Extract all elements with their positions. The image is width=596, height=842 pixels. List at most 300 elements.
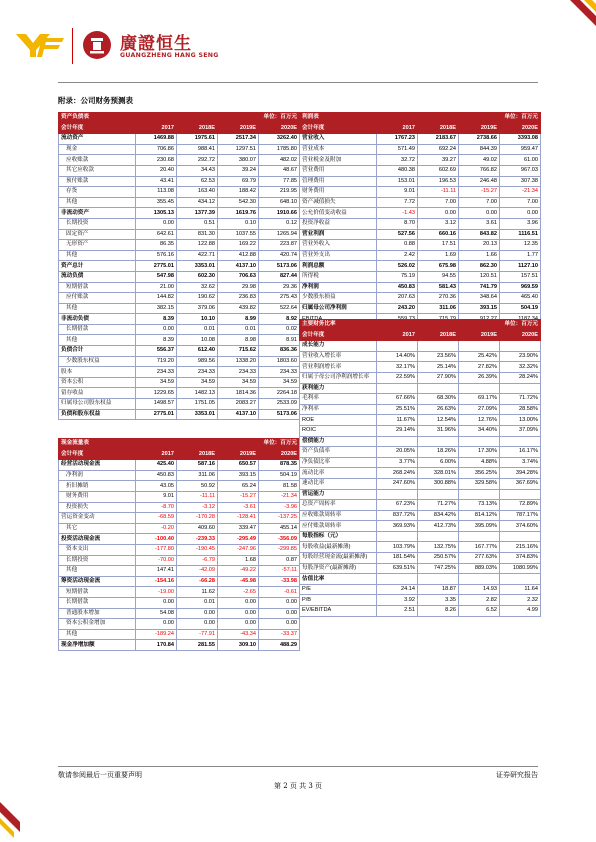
row-value: 157.51 bbox=[500, 271, 541, 282]
row-value: -295.49 bbox=[218, 534, 259, 545]
table-row bbox=[59, 566, 300, 577]
row-value bbox=[500, 383, 541, 394]
row-value: 281.55 bbox=[177, 640, 218, 651]
row-value: 236.83 bbox=[218, 293, 259, 304]
table-row bbox=[300, 425, 541, 436]
row-value: 0.01 bbox=[177, 597, 218, 608]
table-row bbox=[300, 574, 541, 585]
year-header: 2020E bbox=[500, 123, 541, 134]
row-value: 5173.06 bbox=[259, 409, 300, 420]
footer-rule bbox=[58, 766, 538, 767]
row-label: 管理费用 bbox=[300, 176, 377, 187]
row-label: 毛利率 bbox=[300, 394, 377, 405]
row-value: 190.62 bbox=[177, 293, 218, 304]
row-label: 速动比率 bbox=[300, 478, 377, 489]
row-label: 流动比率 bbox=[300, 468, 377, 479]
row-value: 0.00 bbox=[500, 208, 541, 219]
row-value: 48.67 bbox=[259, 165, 300, 176]
row-value bbox=[377, 574, 418, 585]
row-value: 8.92 bbox=[259, 314, 300, 325]
row-value: 120.51 bbox=[459, 271, 500, 282]
row-value: 2.32 bbox=[500, 595, 541, 606]
table-row bbox=[59, 629, 300, 640]
row-value: -19.00 bbox=[136, 587, 177, 598]
table-row bbox=[300, 134, 541, 145]
row-value: 409.60 bbox=[177, 523, 218, 534]
row-value: 5173.06 bbox=[259, 261, 300, 272]
row-value: 547.98 bbox=[136, 271, 177, 282]
row-value: 0.87 bbox=[259, 555, 300, 566]
row-label: 所得税 bbox=[300, 271, 377, 282]
table-row bbox=[59, 240, 300, 251]
row-value: 0.00 bbox=[177, 608, 218, 619]
row-label: ROE bbox=[300, 415, 377, 426]
row-value: 380.07 bbox=[218, 155, 259, 166]
row-value: 32.62 bbox=[177, 282, 218, 293]
row-label: 营运能力 bbox=[300, 489, 377, 500]
row-value: 27.82% bbox=[459, 362, 500, 373]
row-value: 527.56 bbox=[377, 229, 418, 240]
row-value: 581.43 bbox=[418, 282, 459, 293]
row-value: 648.10 bbox=[259, 197, 300, 208]
yuexiu-logo-icon bbox=[16, 32, 64, 58]
row-value: 11.64 bbox=[500, 584, 541, 595]
row-label: 资产总计 bbox=[59, 261, 136, 272]
row-value: 18.87 bbox=[418, 584, 459, 595]
row-label: 流动负债 bbox=[59, 271, 136, 282]
row-value: 0.00 bbox=[418, 208, 459, 219]
row-value: 348.64 bbox=[459, 293, 500, 304]
row-value: 1229.65 bbox=[136, 388, 177, 399]
row-value: 706.63 bbox=[218, 271, 259, 282]
row-value: -33.98 bbox=[259, 576, 300, 587]
row-value: -15.27 bbox=[218, 491, 259, 502]
row-value: 4137.10 bbox=[218, 261, 259, 272]
row-value: 889.03% bbox=[459, 563, 500, 574]
row-value: 367.69% bbox=[500, 478, 541, 489]
table-row bbox=[59, 597, 300, 608]
row-label: 长期借款 bbox=[59, 597, 136, 608]
table-row bbox=[300, 341, 541, 352]
table-row bbox=[59, 271, 300, 282]
row-label: 净负债比率 bbox=[300, 457, 377, 468]
row-value: 878.35 bbox=[259, 460, 300, 471]
row-value: 420.74 bbox=[259, 250, 300, 261]
row-value bbox=[418, 489, 459, 500]
table-row bbox=[300, 531, 541, 542]
row-value: 3.12 bbox=[418, 218, 459, 229]
row-label: 负债和股东权益 bbox=[59, 409, 136, 420]
row-value: 13.00% bbox=[500, 415, 541, 426]
table-row bbox=[300, 489, 541, 500]
row-value: 0.00 bbox=[136, 218, 177, 229]
row-value: 292.72 bbox=[177, 155, 218, 166]
row-value: 329.58% bbox=[459, 478, 500, 489]
row-label: 资本公积 bbox=[59, 377, 136, 388]
row-value: 556.37 bbox=[136, 346, 177, 357]
row-value bbox=[459, 436, 500, 447]
row-value: 25.14% bbox=[418, 362, 459, 373]
row-value bbox=[500, 531, 541, 542]
row-label: 短期借款 bbox=[59, 282, 136, 293]
row-value: 0.00 bbox=[136, 619, 177, 630]
row-value: 86.35 bbox=[136, 240, 177, 251]
row-value: -3.61 bbox=[218, 502, 259, 513]
row-value: 43.05 bbox=[136, 481, 177, 492]
row-label: 应收账款 bbox=[59, 155, 136, 166]
row-value: 522.64 bbox=[259, 303, 300, 314]
row-value: 169.22 bbox=[218, 240, 259, 251]
row-value: 465.40 bbox=[500, 293, 541, 304]
row-value: 73.13% bbox=[459, 500, 500, 511]
row-value: 50.92 bbox=[177, 481, 218, 492]
row-label: 归属母公司净利润 bbox=[300, 303, 377, 314]
row-label: 其他 bbox=[59, 566, 136, 577]
row-value: 969.59 bbox=[500, 282, 541, 293]
row-value: 22.59% bbox=[377, 372, 418, 383]
row-value: 3.92 bbox=[377, 595, 418, 606]
row-value: -177.80 bbox=[136, 544, 177, 555]
row-value: 2775.01 bbox=[136, 409, 177, 420]
row-value: 2.51 bbox=[377, 606, 418, 617]
row-value: 34.59 bbox=[177, 377, 218, 388]
row-label: 短期借款 bbox=[59, 587, 136, 598]
table-row bbox=[59, 144, 300, 155]
year-header: 2019E bbox=[459, 330, 500, 341]
year-header: 2019E bbox=[459, 123, 500, 134]
row-value: -68.59 bbox=[136, 513, 177, 524]
row-value: 602.69 bbox=[418, 165, 459, 176]
year-header: 2019E bbox=[218, 123, 259, 134]
row-value: 207.63 bbox=[377, 293, 418, 304]
row-value: -42.09 bbox=[177, 566, 218, 577]
row-label: 营业成本 bbox=[300, 144, 377, 155]
row-value: 8.70 bbox=[377, 218, 418, 229]
row-value: 23.90% bbox=[500, 351, 541, 362]
brand-name-cn: 廣證恒生 bbox=[120, 34, 192, 54]
table-title-row bbox=[59, 113, 300, 124]
row-label: 资产减值损失 bbox=[300, 197, 377, 208]
row-value: -49.22 bbox=[218, 566, 259, 577]
table-row bbox=[300, 372, 541, 383]
row-value: -239.33 bbox=[177, 534, 218, 545]
row-value: 163.40 bbox=[177, 187, 218, 198]
year-header: 2018E bbox=[418, 123, 459, 134]
row-value: -189.24 bbox=[136, 629, 177, 640]
table-row bbox=[59, 576, 300, 587]
row-label: 其他 bbox=[59, 303, 136, 314]
row-value: 39.27 bbox=[418, 155, 459, 166]
row-value: -154.16 bbox=[136, 576, 177, 587]
row-label: 预付账款 bbox=[59, 176, 136, 187]
corner-stripes-bottom-icon bbox=[0, 782, 24, 842]
logo-divider bbox=[72, 28, 73, 64]
row-value: 827.44 bbox=[259, 271, 300, 282]
row-value: 1975.61 bbox=[177, 134, 218, 145]
row-value: 34.40% bbox=[459, 425, 500, 436]
year-header-row bbox=[300, 330, 541, 341]
table-row bbox=[300, 606, 541, 617]
row-label: 每股收益(最新摊薄) bbox=[300, 542, 377, 553]
row-label: 营业利润 bbox=[300, 229, 377, 240]
table-row bbox=[59, 481, 300, 492]
row-value: -77.91 bbox=[177, 629, 218, 640]
row-label: 负债合计 bbox=[59, 346, 136, 357]
row-value: 311.06 bbox=[177, 470, 218, 481]
table-row bbox=[300, 500, 541, 511]
row-value: 715.62 bbox=[218, 346, 259, 357]
page-title: 附录：公司财务预测表 bbox=[58, 96, 133, 105]
row-value: 7.00 bbox=[418, 197, 459, 208]
year-header: 2020E bbox=[259, 123, 300, 134]
row-value: 153.01 bbox=[377, 176, 418, 187]
table-row bbox=[300, 351, 541, 362]
footer-disclaimer: 敬请参阅最后一页重要声明 bbox=[58, 771, 142, 779]
row-value: 814.12% bbox=[459, 510, 500, 521]
row-value: -45.98 bbox=[218, 576, 259, 587]
year-header-label: 会计年度 bbox=[59, 449, 136, 460]
row-label: 营业收入 bbox=[300, 134, 377, 145]
row-label: 每股经营现金流(最新摊薄) bbox=[300, 553, 377, 564]
year-header-label: 会计年度 bbox=[59, 123, 136, 134]
table-row bbox=[300, 383, 541, 394]
row-value: 8.26 bbox=[418, 606, 459, 617]
row-value bbox=[459, 489, 500, 500]
row-value: 29.14% bbox=[377, 425, 418, 436]
row-value: 65.24 bbox=[218, 481, 259, 492]
row-value: 0.00 bbox=[136, 597, 177, 608]
row-value: 374.60% bbox=[500, 521, 541, 532]
row-value: 10.08 bbox=[177, 335, 218, 346]
row-value: 439.82 bbox=[218, 303, 259, 314]
row-value: 27.90% bbox=[418, 372, 459, 383]
table-row bbox=[300, 229, 541, 240]
row-label: 折旧摊销 bbox=[59, 481, 136, 492]
table-row bbox=[59, 367, 300, 378]
row-value: 7.00 bbox=[500, 197, 541, 208]
table-row bbox=[59, 555, 300, 566]
row-label: 少数股东权益 bbox=[59, 356, 136, 367]
row-value: 434.12 bbox=[177, 197, 218, 208]
row-value bbox=[418, 574, 459, 585]
row-value: 8.39 bbox=[136, 314, 177, 325]
row-value: 0.00 bbox=[259, 619, 300, 630]
row-value: 34.59 bbox=[259, 377, 300, 388]
row-value: 328.01% bbox=[418, 468, 459, 479]
row-value: 300.88% bbox=[418, 478, 459, 489]
row-value: 122.88 bbox=[177, 240, 218, 251]
row-label: 净利润 bbox=[59, 470, 136, 481]
row-value: 1.69 bbox=[418, 250, 459, 261]
table-row bbox=[300, 303, 541, 314]
row-label: 每股净资产(最新摊薄) bbox=[300, 563, 377, 574]
row-value: 639.51% bbox=[377, 563, 418, 574]
table-row bbox=[59, 229, 300, 240]
row-value: 836.36 bbox=[259, 346, 300, 357]
row-value: 450.83 bbox=[377, 282, 418, 293]
table-row bbox=[300, 415, 541, 426]
row-value: 412.88 bbox=[218, 250, 259, 261]
row-value: 12.76% bbox=[459, 415, 500, 426]
row-value: 1814.36 bbox=[218, 388, 259, 399]
table-row bbox=[300, 240, 541, 251]
table-row bbox=[300, 197, 541, 208]
table-row bbox=[300, 553, 541, 564]
row-label: 应付账款 bbox=[59, 293, 136, 304]
unit-label: 单位：百万元 bbox=[459, 113, 541, 124]
row-value: 147.41 bbox=[136, 566, 177, 577]
row-label: 固定资产 bbox=[59, 229, 136, 240]
table-row bbox=[300, 362, 541, 373]
row-value: 16.17% bbox=[500, 447, 541, 458]
row-value: 11.62 bbox=[177, 587, 218, 598]
row-value: 275.43 bbox=[259, 293, 300, 304]
table-row bbox=[59, 208, 300, 219]
row-value: 0.51 bbox=[177, 218, 218, 229]
row-value: 480.38 bbox=[377, 165, 418, 176]
row-value: 3.74% bbox=[500, 457, 541, 468]
year-header: 2018E bbox=[177, 449, 218, 460]
row-value: 29.98 bbox=[218, 282, 259, 293]
row-label: 留存收益 bbox=[59, 388, 136, 399]
brand-name-en: GUANGZHENG HANG SENG bbox=[120, 52, 219, 59]
row-value: 49.02 bbox=[459, 155, 500, 166]
row-value: 356.25% bbox=[459, 468, 500, 479]
table-row bbox=[300, 394, 541, 405]
row-value: -128.41 bbox=[218, 513, 259, 524]
row-value: 504.19 bbox=[259, 470, 300, 481]
row-value: 311.06 bbox=[418, 303, 459, 314]
row-value: 369.93% bbox=[377, 521, 418, 532]
row-value: -21.34 bbox=[259, 491, 300, 502]
table-row bbox=[59, 324, 300, 335]
table-row bbox=[300, 542, 541, 553]
table-row bbox=[300, 250, 541, 261]
row-value: 450.83 bbox=[136, 470, 177, 481]
row-value: 247.60% bbox=[377, 478, 418, 489]
row-value: 7.00 bbox=[459, 197, 500, 208]
row-value: 21.00 bbox=[136, 282, 177, 293]
row-value: 1.77 bbox=[500, 250, 541, 261]
row-label: 其他 bbox=[59, 250, 136, 261]
row-value: 1498.57 bbox=[136, 399, 177, 410]
row-value: 69.79 bbox=[218, 176, 259, 187]
row-label: 普通股本增加 bbox=[59, 608, 136, 619]
row-label: 资产负债率 bbox=[300, 447, 377, 458]
row-value: 144.82 bbox=[136, 293, 177, 304]
row-label: EV/EBITDA bbox=[300, 606, 377, 617]
row-label: 现金 bbox=[59, 144, 136, 155]
row-value: -356.09 bbox=[259, 534, 300, 545]
row-label: 总资产周转率 bbox=[300, 500, 377, 511]
row-value: 188.42 bbox=[218, 187, 259, 198]
row-value: 0.00 bbox=[218, 597, 259, 608]
row-value: 1803.60 bbox=[259, 356, 300, 367]
row-value: -15.27 bbox=[459, 187, 500, 198]
row-value: 395.09% bbox=[459, 521, 500, 532]
row-value: 0.01 bbox=[218, 324, 259, 335]
table-row bbox=[300, 271, 541, 282]
row-value: -33.37 bbox=[259, 629, 300, 640]
row-value: 0.00 bbox=[218, 608, 259, 619]
year-header: 2018E bbox=[177, 123, 218, 134]
row-value: -1.43 bbox=[377, 208, 418, 219]
row-label: 长期投资 bbox=[59, 555, 136, 566]
row-value: -3.12 bbox=[177, 502, 218, 513]
corner-stripes-icon bbox=[564, 0, 596, 40]
page-header bbox=[0, 0, 596, 80]
row-value: 1.68 bbox=[218, 555, 259, 566]
row-label: 归属于母公司净利润增长率 bbox=[300, 372, 377, 383]
row-value: 12.35 bbox=[500, 240, 541, 251]
row-value: 181.54% bbox=[377, 553, 418, 564]
table-row bbox=[59, 165, 300, 176]
row-label: 长期借款 bbox=[59, 324, 136, 335]
table-row bbox=[300, 155, 541, 166]
row-value: 0.00 bbox=[259, 597, 300, 608]
row-value: 1619.76 bbox=[218, 208, 259, 219]
row-value: 68.30% bbox=[418, 394, 459, 405]
table-row bbox=[59, 399, 300, 410]
row-value: 787.17% bbox=[500, 510, 541, 521]
row-value: 6.52 bbox=[459, 606, 500, 617]
row-value: -0.61 bbox=[259, 587, 300, 598]
row-value: 20.13 bbox=[459, 240, 500, 251]
footer-report-type: 证券研究报告 bbox=[496, 771, 538, 779]
row-value bbox=[459, 341, 500, 352]
row-value: 20.40 bbox=[136, 165, 177, 176]
row-value: 10.10 bbox=[177, 314, 218, 325]
row-value: 0.00 bbox=[218, 619, 259, 630]
row-value bbox=[418, 341, 459, 352]
row-value: 1767.23 bbox=[377, 134, 418, 145]
table-row bbox=[300, 468, 541, 479]
row-value: 26.39% bbox=[459, 372, 500, 383]
row-label: 非流动负债 bbox=[59, 314, 136, 325]
year-header: 2020E bbox=[500, 330, 541, 341]
row-label: 应收账款周转率 bbox=[300, 510, 377, 521]
row-value: 602.30 bbox=[177, 271, 218, 282]
row-value: 1080.99% bbox=[500, 563, 541, 574]
row-value: 170.84 bbox=[136, 640, 177, 651]
table-row bbox=[59, 346, 300, 357]
table-row bbox=[59, 303, 300, 314]
row-label: 成长能力 bbox=[300, 341, 377, 352]
row-value bbox=[377, 436, 418, 447]
row-label: 其他 bbox=[59, 629, 136, 640]
year-header: 2018E bbox=[418, 330, 459, 341]
row-label: 净利率 bbox=[300, 404, 377, 415]
row-value: -247.96 bbox=[218, 544, 259, 555]
row-value: -11.11 bbox=[418, 187, 459, 198]
row-label: 投资净收益 bbox=[300, 218, 377, 229]
row-value: 2183.67 bbox=[418, 134, 459, 145]
table-row bbox=[59, 544, 300, 555]
row-value: -137.25 bbox=[259, 513, 300, 524]
table-row bbox=[59, 134, 300, 145]
row-value: -66.28 bbox=[177, 576, 218, 587]
table-row bbox=[59, 377, 300, 388]
row-value bbox=[377, 531, 418, 542]
row-value: 1469.88 bbox=[136, 134, 177, 145]
table-title-row bbox=[59, 439, 300, 450]
table-row bbox=[300, 510, 541, 521]
row-value: 69.17% bbox=[459, 394, 500, 405]
row-value: 31.96% bbox=[418, 425, 459, 436]
row-value: 39.24 bbox=[218, 165, 259, 176]
row-value: 25.51% bbox=[377, 404, 418, 415]
row-label: 资本公积金增加 bbox=[59, 619, 136, 630]
